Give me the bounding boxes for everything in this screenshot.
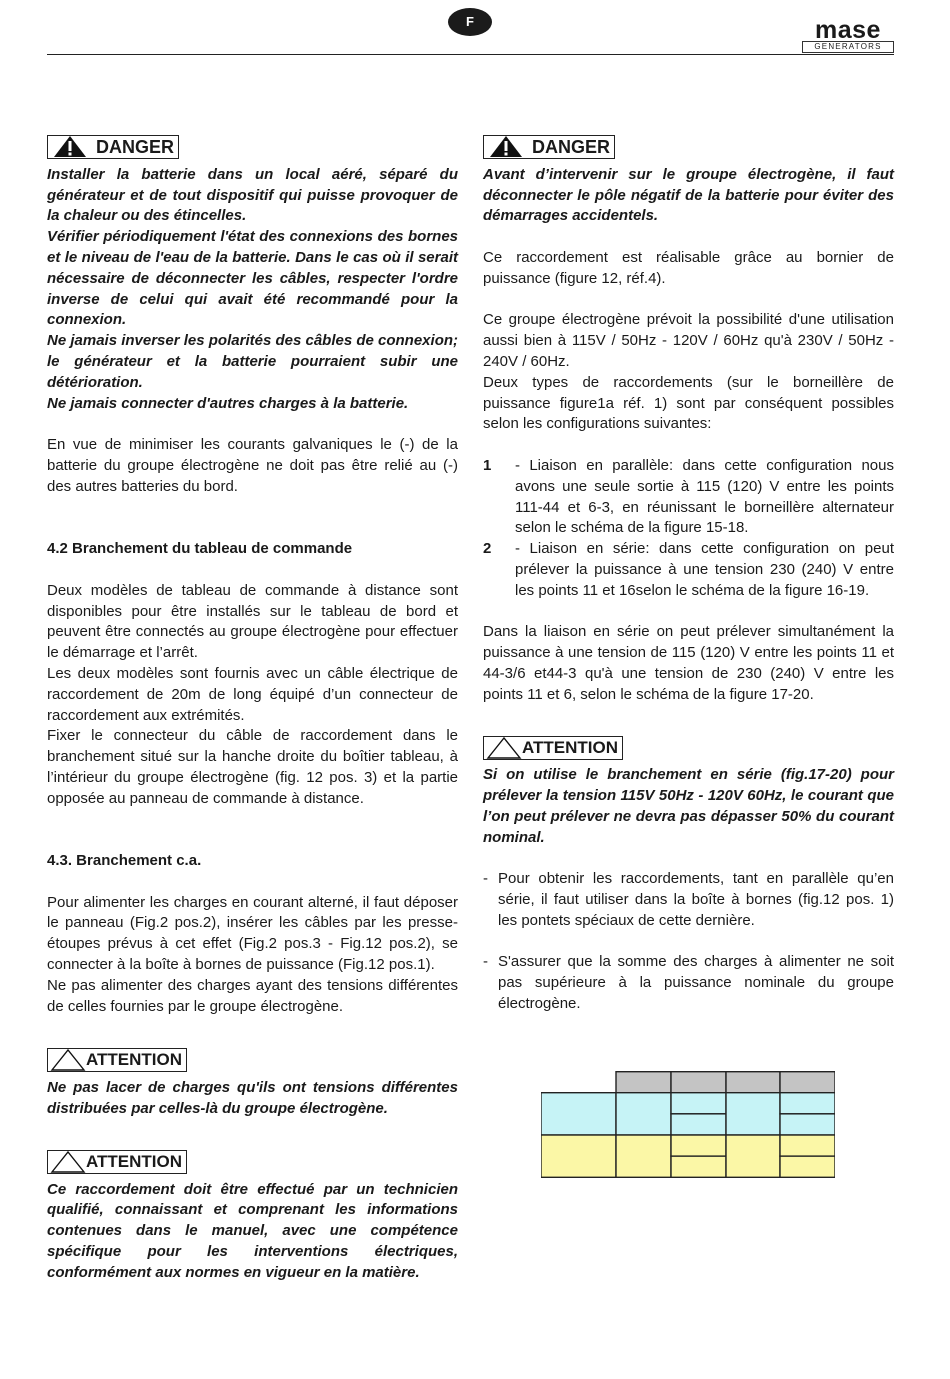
- table-cell: [541, 1135, 616, 1177]
- attention-box-right: [483, 736, 623, 760]
- attention-label-right: ATTENTION: [522, 737, 619, 757]
- section-4-3-title: 4.3. Branchement c.a.: [47, 852, 202, 870]
- attention-text-1: Ne pas lacer de charges qu'ils ont tensions différentes distribuées par celles-là du groupe électrogène.: [47, 1079, 458, 1118]
- list-item: - Pour obtenir les raccordements, tant en parallèle qu’en série, il faut utiliser dans la boîte à bornes (fig.12 pos. 1) les pontets spéciaux de cette dernière.: [483, 869, 894, 931]
- danger-text-2: Vérifier périodiquement l'état des connexions des bornes et le niveau de l'eau de la batterie. Dans le cas où il serait nécessaire de déconnecter les câbles, respecter l'ordre inverse de celui qui avait été recommandé pour la connexion.: [47, 228, 458, 329]
- table-cell: [780, 1135, 835, 1156]
- warning-triangle-icon: [48, 136, 92, 158]
- list-item: [483, 456, 894, 539]
- danger-text-3: Ne jamais inverser les polarités des câbles de connexion; le générateur et la batterie pourraient subir une détérioration.: [47, 332, 459, 391]
- table-cell: [671, 1114, 726, 1135]
- danger-label-right: DANGER: [532, 137, 611, 157]
- table-cell: [780, 1114, 835, 1135]
- left-column: [47, 135, 458, 1284]
- section-4-3-para-1: Pour alimenter les charges en courant alterné, il faut déposer le panneau (Fig.2 pos.2), insérer les câbles par les presse-étoupes prévus à cet effet (Fig.2 pos.3 - Fig.12 pos.2), se connecter à la boîte à bornes de puissance (Fig.12 pos.1).: [47, 893, 458, 974]
- dash-item-text: S'assurer que la somme des charges à alimenter ne soit pas supérieure à la puissance nominale du groupe électrogène.: [498, 953, 894, 1013]
- danger-text-right: Avant d’intervenir sur le groupe électrogène, il faut déconnecter le pôle négatif de la batterie pour éviter des démarrages accidentels.: [483, 165, 894, 225]
- list-item: - S'assurer que la somme des charges à alimenter ne soit pas supérieure à la puissance nominale du groupe électrogène.: [483, 952, 894, 1014]
- table-header-cell: [726, 1072, 780, 1093]
- list-number: 1: [483, 456, 492, 474]
- table-cell: [726, 1135, 780, 1177]
- section-4-2-para-1: Deux modèles de tableau de commande à distance sont disponibles pour être installés sur le tableau de bord et peuvent être connectés au groupe électrogène pour effectuer le démarrage et l’arrêt.: [47, 581, 458, 662]
- brand-logo: [802, 16, 894, 54]
- table-cell: [541, 1093, 616, 1135]
- attention-text-right: Si on utilise le branchement en série (fig.17-20) pour prélever la tension 115V 50Hz - 120V 60Hz, le courant que l’on peut prélever ne devra pas dépasser 50% du courant nominal.: [483, 766, 894, 846]
- header-divider: [47, 54, 894, 55]
- attention-text-2: Ce raccordement doit être effectué par un technicien qualifié, connaissant et comprenant les informations contenues dans le manuel, avec une compétence spécifique pour les interventions électriques, conformément aux normes en vigueur en la matière.: [47, 1180, 458, 1281]
- paragraph-4: Dans la liaison en série on peut prélever simultanément la puissance à une tension de 115 (120) V entre les points 11 et 44-3/6 et44-3 qu'à une tension de 230 (240) V entre les points 11 et 6, selon le schéma de la figure 17-20.: [483, 623, 894, 703]
- table-header-cell: [671, 1072, 726, 1093]
- logo-wordmark: mase: [815, 16, 881, 44]
- section-4-2-title: 4.2 Branchement du tableau de commande: [47, 540, 353, 558]
- danger-label: DANGER: [96, 137, 175, 157]
- danger-box-right: [483, 135, 615, 159]
- table-cell: [780, 1156, 835, 1177]
- section-4-3-para-2: Ne pas alimenter des charges ayant des tensions différentes de celles fournies par le groupe électrogène.: [47, 976, 458, 1015]
- voltage-table: [541, 1071, 835, 1178]
- table-cell: [671, 1156, 726, 1177]
- danger-box: [47, 135, 179, 159]
- language-badge: F: [448, 8, 492, 36]
- warning-triangle-outline-icon: [484, 737, 522, 759]
- warning-triangle-icon: [484, 136, 528, 158]
- table-header-cell: [616, 1072, 671, 1093]
- dash-item-text: Pour obtenir les raccordements, tant en parallèle qu’en série, il faut utiliser dans la boîte à bornes (fig.12 pos. 1) les pontets spéciaux de cette dernière.: [498, 870, 894, 929]
- table-cell: [671, 1093, 726, 1114]
- table-cell: [780, 1093, 835, 1114]
- table-cell: [726, 1093, 780, 1135]
- attention-label-1: ATTENTION: [86, 1050, 183, 1070]
- logo-subtitle: GENERATORS: [802, 41, 894, 53]
- galvanic-paragraph: En vue de minimiser les courants galvaniques le (-) de la batterie du groupe électrogène ne doit pas être relié au (-) des autres batteries du bord.: [47, 436, 458, 495]
- table-header-cell: [780, 1072, 835, 1093]
- section-4-2-para-3: Fixer le connecteur du câble de raccordement dans le branchement situé sur la hanche droite du boîtier tableau, à l’intérieur du groupe électrogène (fig. 12 pos. 3) et la partie opposée au panneau de commande à distance.: [47, 727, 458, 807]
- list-item: [483, 539, 894, 601]
- list-text: - Liaison en série: dans cette configuration on peut prélever la puissance à une tension 230 (240) V entre les points 11 et 16selon le schéma de la figure 16-19.: [515, 540, 894, 599]
- paragraph-2: Ce groupe électrogène prévoit la possibilité d'une utilisation aussi bien à 115V / 50Hz - 120V / 60Hz qu'à 230V / 50Hz - 240V / 60Hz.: [483, 311, 894, 370]
- attention-box-2: [47, 1150, 187, 1174]
- paragraph-3: Deux types de raccordements (sur le borneillère de puissance figure1a réf. 1) sont par conséquent possibles selon les configurations suivantes:: [483, 373, 894, 433]
- danger-text-4: Ne jamais connecter d'autres charges à la batterie.: [47, 394, 409, 412]
- section-4-2-para-2: Les deux modèles sont fournis avec un câble électrique de raccordement de 20m de long équipé d’un connecteur de raccordement aux extrémités.: [47, 664, 458, 724]
- table-cell: [671, 1135, 726, 1156]
- table-cell: [616, 1135, 671, 1177]
- warning-triangle-outline-icon: [48, 1049, 86, 1071]
- table-cell: [616, 1093, 671, 1135]
- list-number: 2: [483, 540, 492, 558]
- danger-text-1: Installer la batterie dans un local aéré, séparé du générateur et de tout dispositif qui puisse provoquer de la chaleur ou des étincelles.: [47, 165, 458, 225]
- list-text: - Liaison en parallèle: dans cette configuration nous avons une seule sortie à 115 (120) V entre les points 111-44 et 6-3, en réunissant le borneillère alternateur selon le schéma de la figure 15-18.: [515, 456, 894, 537]
- attention-label-2: ATTENTION: [86, 1151, 183, 1171]
- paragraph-1: Ce raccordement est réalisable grâce au bornier de puissance (figure 12, réf.4).: [483, 248, 894, 287]
- right-column: [483, 135, 894, 1015]
- attention-box-1: [47, 1048, 187, 1072]
- warning-triangle-outline-icon: [48, 1151, 86, 1173]
